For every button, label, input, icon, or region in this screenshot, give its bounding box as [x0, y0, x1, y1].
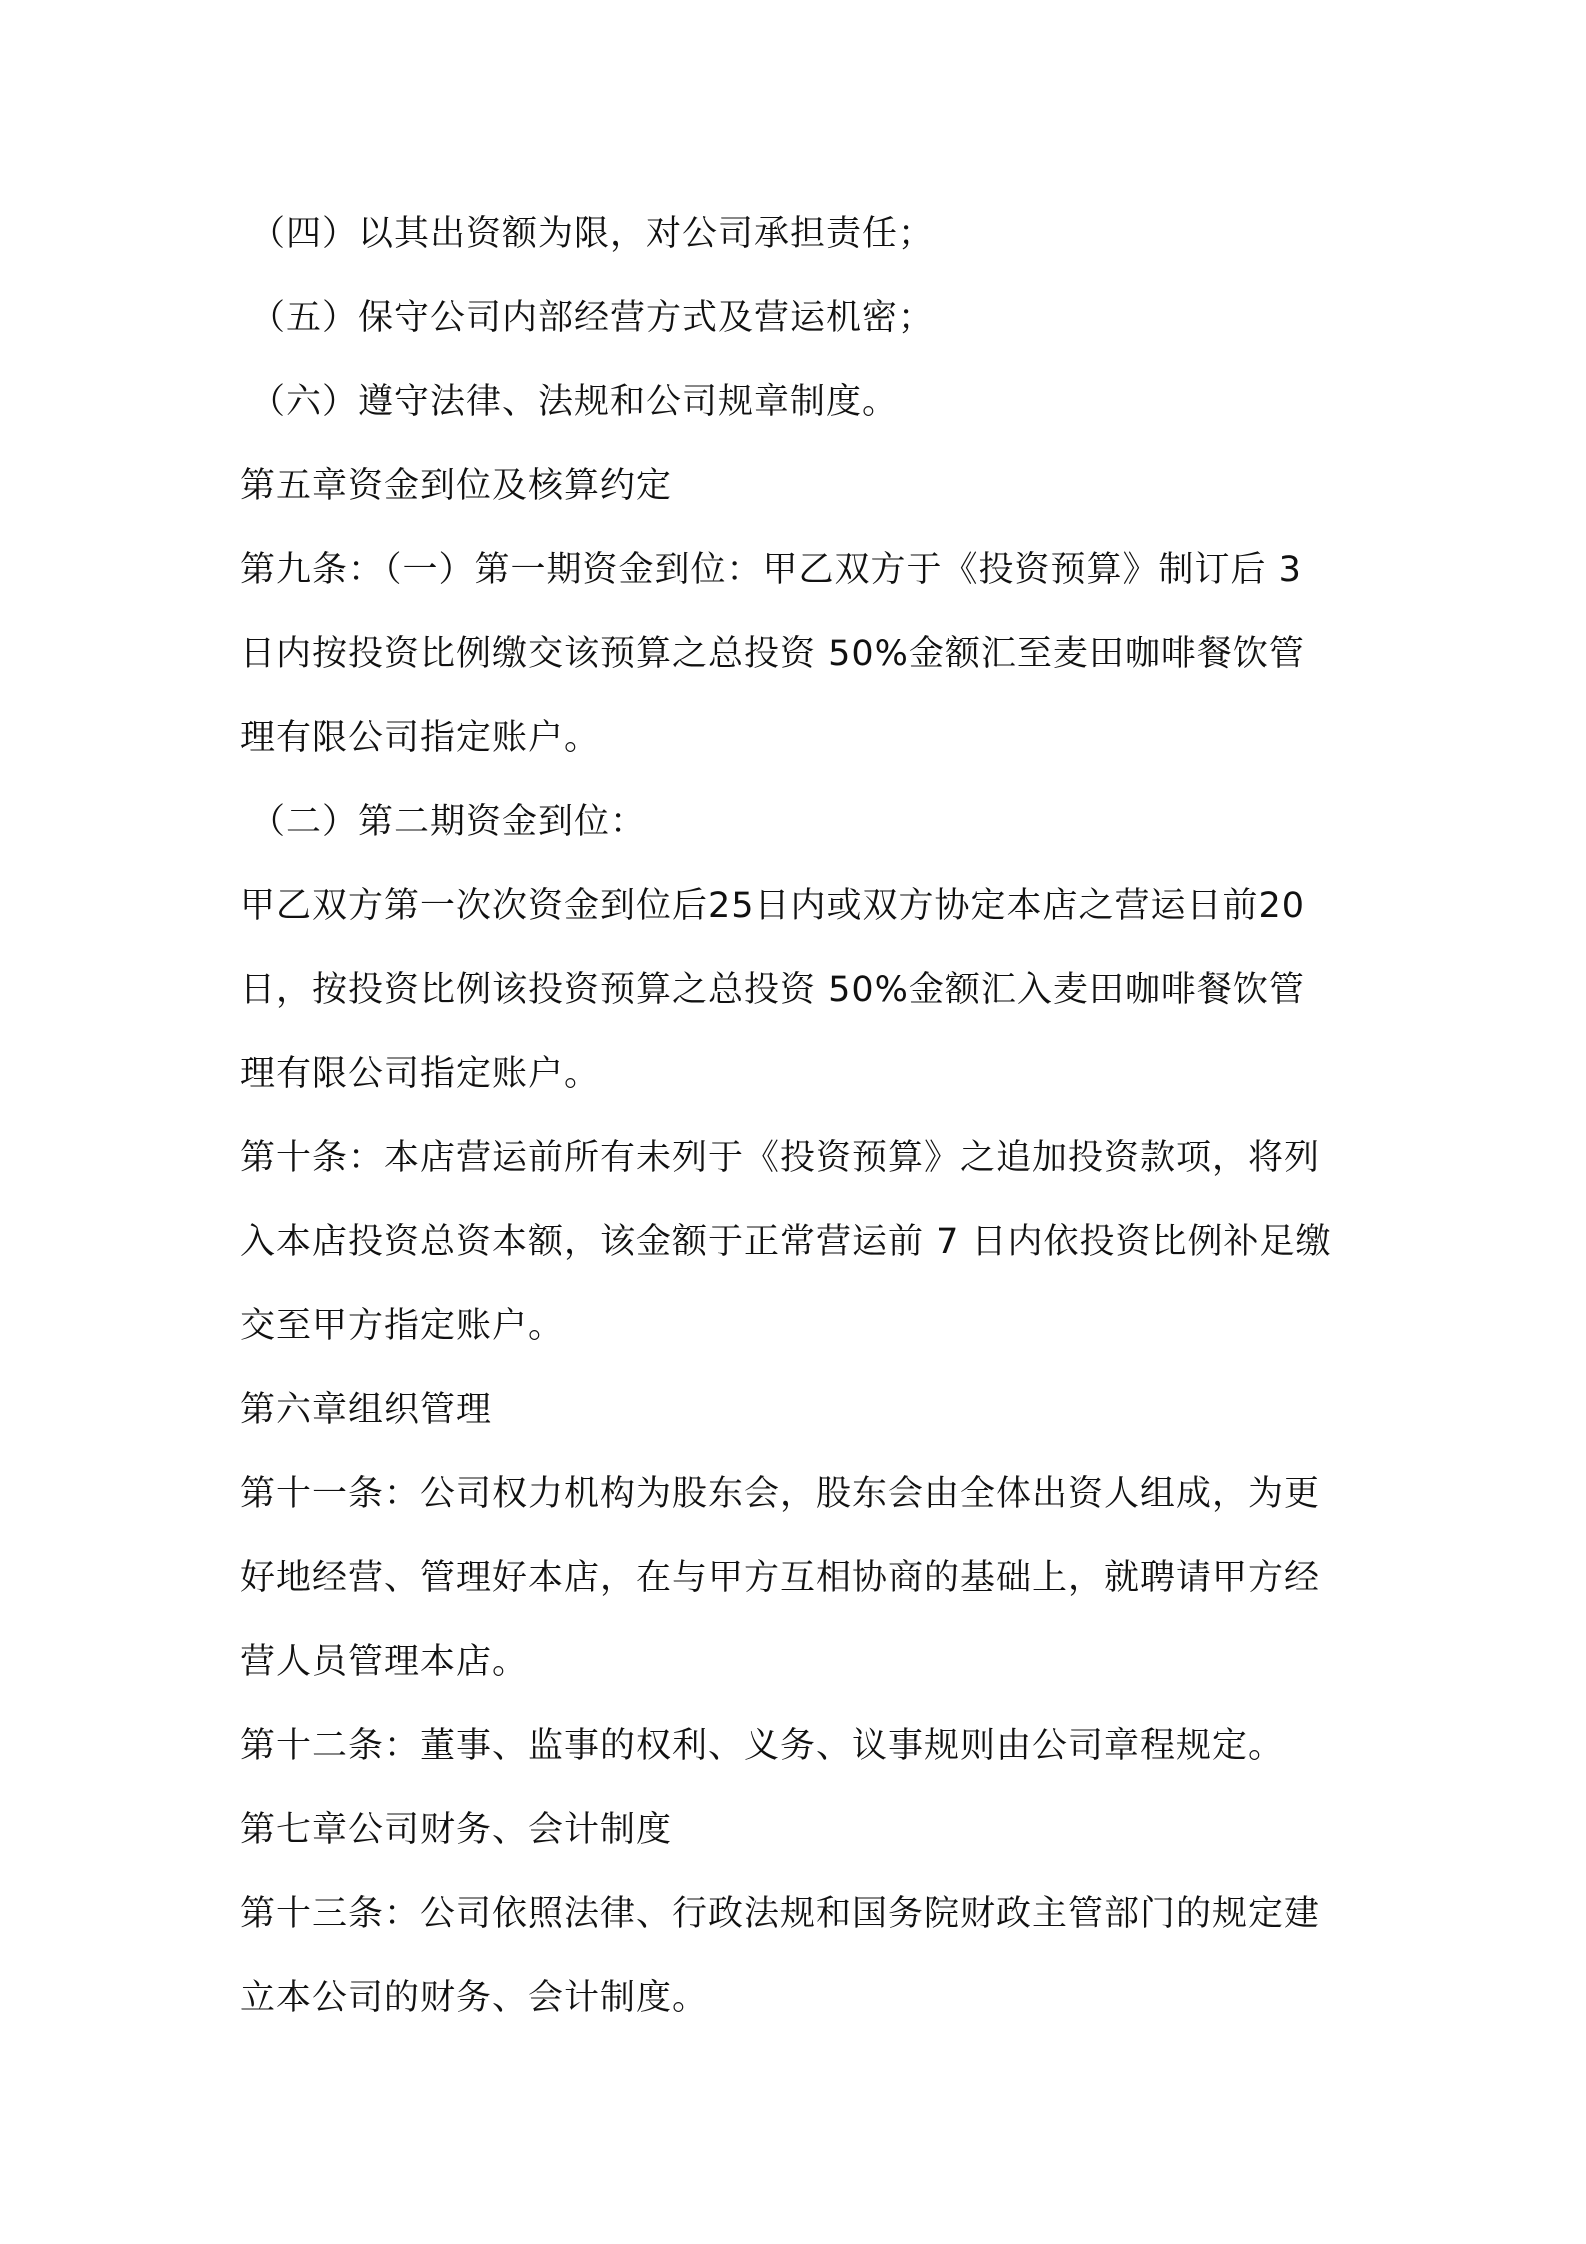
article-11-line-1: 第十一条：公司权力机构为股东会，股东会由全体出资人组成，为更: [240, 1474, 1321, 1514]
clause-5-line: （五）保守公司内部经营方式及营运机密；: [250, 298, 935, 338]
clause-6-line: （六）遵守法律、法规和公司规章制度。: [250, 382, 899, 422]
article-13-line-2: 立本公司的财务、会计制度。: [240, 1978, 709, 2018]
chapter-7-heading: 第七章公司财务、会计制度: [240, 1810, 673, 1850]
article-9-line-2: 日内按投资比例缴交该预算之总投资 50%金额汇至麦田咖啡餐饮管: [240, 634, 1305, 674]
document-body: [240, 192, 1360, 2040]
chapter-6-heading: 第六章组织管理: [240, 1390, 493, 1430]
article-12-line: 第十二条：董事、监事的权利、义务、议事规则由公司章程规定。: [240, 1726, 1285, 1766]
article-9-line-1: 第九条：（一）第一期资金到位：甲乙双方于《投资预算》制订后 3: [240, 550, 1302, 590]
article-9-part-2-line-3: 理有限公司指定账户。: [240, 1054, 601, 1094]
article-10-line-1: 第十条：本店营运前所有未列于《投资预算》之追加投资款项，将列: [240, 1138, 1321, 1178]
clause-4-line: （四）以其出资额为限，对公司承担责任；: [250, 214, 935, 254]
chapter-5-heading: 第五章资金到位及核算约定: [240, 466, 673, 506]
article-10-line-2: 入本店投资总资本额，该金额于正常营运前 7 日内依投资比例补足缴: [240, 1222, 1332, 1262]
article-11-line-2: 好地经营、管理好本店，在与甲方互相协商的基础上，就聘请甲方经: [240, 1558, 1321, 1598]
article-10-line-3: 交至甲方指定账户。: [240, 1306, 565, 1346]
article-13-line-1: 第十三条：公司依照法律、行政法规和国务院财政主管部门的规定建: [240, 1894, 1321, 1934]
article-9-line-3: 理有限公司指定账户。: [240, 718, 601, 758]
article-11-line-3: 营人员管理本店。: [240, 1642, 529, 1682]
article-9-part-2-line-1: 甲乙双方第一次次资金到位后25日内或双方协定本店之营运日前20: [240, 886, 1306, 926]
article-9-part-2-heading: （二）第二期资金到位：: [250, 802, 647, 842]
article-9-part-2-line-2: 日，按投资比例该投资预算之总投资 50%金额汇入麦田咖啡餐饮管: [240, 970, 1305, 1010]
